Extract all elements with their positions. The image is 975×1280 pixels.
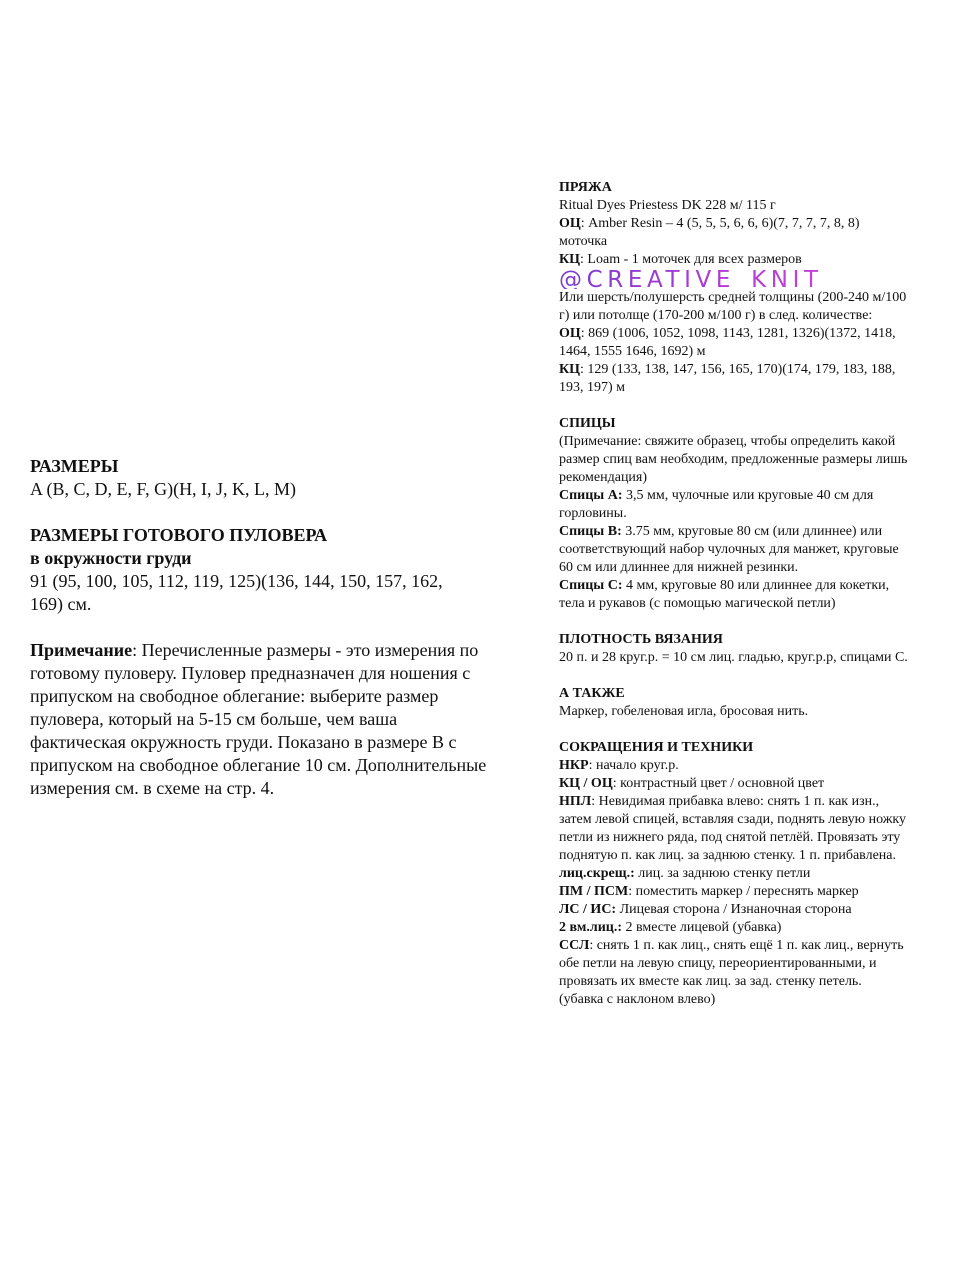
finished-value: 91 (95, 100, 105, 112, 119, 125)(136, 144, 150, 157, 162, 169) см. xyxy=(30,571,443,614)
abbr-text: : начало круг.р. xyxy=(588,758,679,773)
yarn-mc2 xyxy=(559,325,909,361)
yarn-line1: Ritual Dyes Priestess DK 228 м/ 115 г xyxy=(559,198,776,213)
abbr-text: : поместить маркер / переснять маркер xyxy=(628,884,859,899)
yarn-cc2 xyxy=(559,361,909,397)
abbr-text: лиц. за заднюю стенку петли xyxy=(634,866,811,881)
note-text: : Перечисленные размеры - это измерения по готовому пуловеру. Пуловер предназначен для ношения с припуском на свободное облегание: выберите размер пуловера, который на 5-15 см больше, чем ваша фактическая окружность груди. Показано в размере B с припуском на свободное облегание 10 см. Дополнительные измерения см. в схеме на стр. 4. xyxy=(30,640,487,798)
notions-heading: А ТАКЖЕ xyxy=(559,686,625,701)
abbr-item xyxy=(559,919,909,937)
abbr-label: КЦ / ОЦ xyxy=(559,776,613,791)
abbr-item xyxy=(559,775,909,793)
needles-c-text: 4 мм, круговые 80 или длиннее для кокетки, тела и рукавов (с помощью магической петли) xyxy=(559,578,890,611)
needles-b-label: Спицы B: xyxy=(559,524,622,539)
needles-note: (Примечание: свяжите образец, чтобы определить какой размер спиц вам необходим, предложенные размеры лишь рекомендация) xyxy=(559,434,908,485)
gauge-heading: ПЛОТНОСТЬ ВЯЗАНИЯ xyxy=(559,632,723,647)
note-label: Примечание xyxy=(30,640,133,660)
finished-heading: РАЗМЕРЫ ГОТОВОГО ПУЛОВЕРА xyxy=(30,525,328,545)
yarn-alt: Или шерсть/полушерсть средней толщины (200-240 м/100 г) или потолще (170-200 м/100 г) в след. количестве: xyxy=(559,290,907,323)
abbr-label: ЛС / ИС: xyxy=(559,902,617,917)
yarn-mc-text: : Amber Resin – 4 (5, 5, 5, 6, 6, 6)(7, 7, 7, 7, 8, 8) моточка xyxy=(559,216,860,249)
yarn-cc-label: КЦ xyxy=(559,252,581,267)
abbr-item xyxy=(559,901,909,919)
abbr-item xyxy=(559,793,909,865)
abbr-label: 2 вм.лиц.: xyxy=(559,920,623,935)
abbr-text: : контрастный цвет / основной цвет xyxy=(612,776,825,791)
yarn-mc2-label: ОЦ xyxy=(559,326,581,341)
abbr-item xyxy=(559,937,909,1009)
finished-subheading: в окружности груди xyxy=(30,548,192,568)
needles-a-text: 3,5 мм, чулочные или круговые 40 см для горловины. xyxy=(559,488,874,521)
note-paragraph xyxy=(30,639,490,800)
abbr-item xyxy=(559,883,909,901)
yarn-mc xyxy=(559,215,909,251)
notions-text: Маркер, гобеленовая игла, бросовая нить. xyxy=(559,704,809,719)
left-column xyxy=(30,455,490,800)
watermark-text: @CREATIVE_KNIT_ xyxy=(559,269,909,289)
abbr-text: 2 вместе лицевой (убавка) xyxy=(622,920,782,935)
yarn-mc2-text: : 869 (1006, 1052, 1098, 1143, 1281, 1326)(1372, 1418, 1464, 1555 1646, 1692) м xyxy=(559,326,896,359)
abbr-text: : Невидимая прибавка влево: снять 1 п. как изн., затем левой спицей, вставляя сзади, поднять левую ножку петли из нижнего ряда, под снятой петлёй. Провязать эту поднятую п. как лиц. за заднюю стенку. 1 п. прибавлена. xyxy=(559,794,906,863)
needles-a-label: Спицы A: xyxy=(559,488,623,503)
needles-a xyxy=(559,487,909,523)
gauge-text: 20 п. и 28 круг.р. = 10 см лиц. гладью, круг.р.р, спицами C. xyxy=(559,650,908,665)
yarn-cc-text: : Loam - 1 моточек для всех размеров xyxy=(580,252,802,267)
sizes-value: A (B, C, D, E, F, G)(H, I, J, K, L, M) xyxy=(30,479,297,499)
abbr-text: Лицевая сторона / Изнаночная сторона xyxy=(616,902,852,917)
needles-b-text: 3.75 мм, круговые 80 см (или длиннее) или соответствующий набор чулочных для манжет, круговые 60 см или длиннее для нижней резинки. xyxy=(559,524,899,575)
needles-c xyxy=(559,577,909,613)
needles-b xyxy=(559,523,909,577)
right-column xyxy=(559,179,909,1009)
abbr-item xyxy=(559,865,909,883)
yarn-mc-label: ОЦ xyxy=(559,216,581,231)
yarn-cc2-label: КЦ xyxy=(559,362,581,377)
abbr-text: : снять 1 п. как лиц., снять ещё 1 п. как лиц., вернуть обе петли на левую спицу, переориентированными, и провязать их вместе как лиц. за зад. стенку петель. (убавка с наклоном влево) xyxy=(559,938,904,1007)
yarn-cc2-text: : 129 (133, 138, 147, 156, 165, 170)(174, 179, 183, 188, 193, 197) м xyxy=(559,362,896,395)
abbr-label: ССЛ xyxy=(559,938,590,953)
needles-c-label: Спицы C: xyxy=(559,578,623,593)
abbr-label: НПЛ xyxy=(559,794,592,809)
yarn-heading: ПРЯЖА xyxy=(559,180,612,195)
abbr-item xyxy=(559,757,909,775)
abbr-heading: СОКРАЩЕНИЯ И ТЕХНИКИ xyxy=(559,740,754,755)
abbr-label: лиц.скрещ.: xyxy=(559,866,635,881)
sizes-heading: РАЗМЕРЫ xyxy=(30,456,119,476)
abbr-label: ПМ / ПСМ xyxy=(559,884,629,899)
abbr-label: НКР xyxy=(559,758,589,773)
needles-heading: СПИЦЫ xyxy=(559,416,616,431)
